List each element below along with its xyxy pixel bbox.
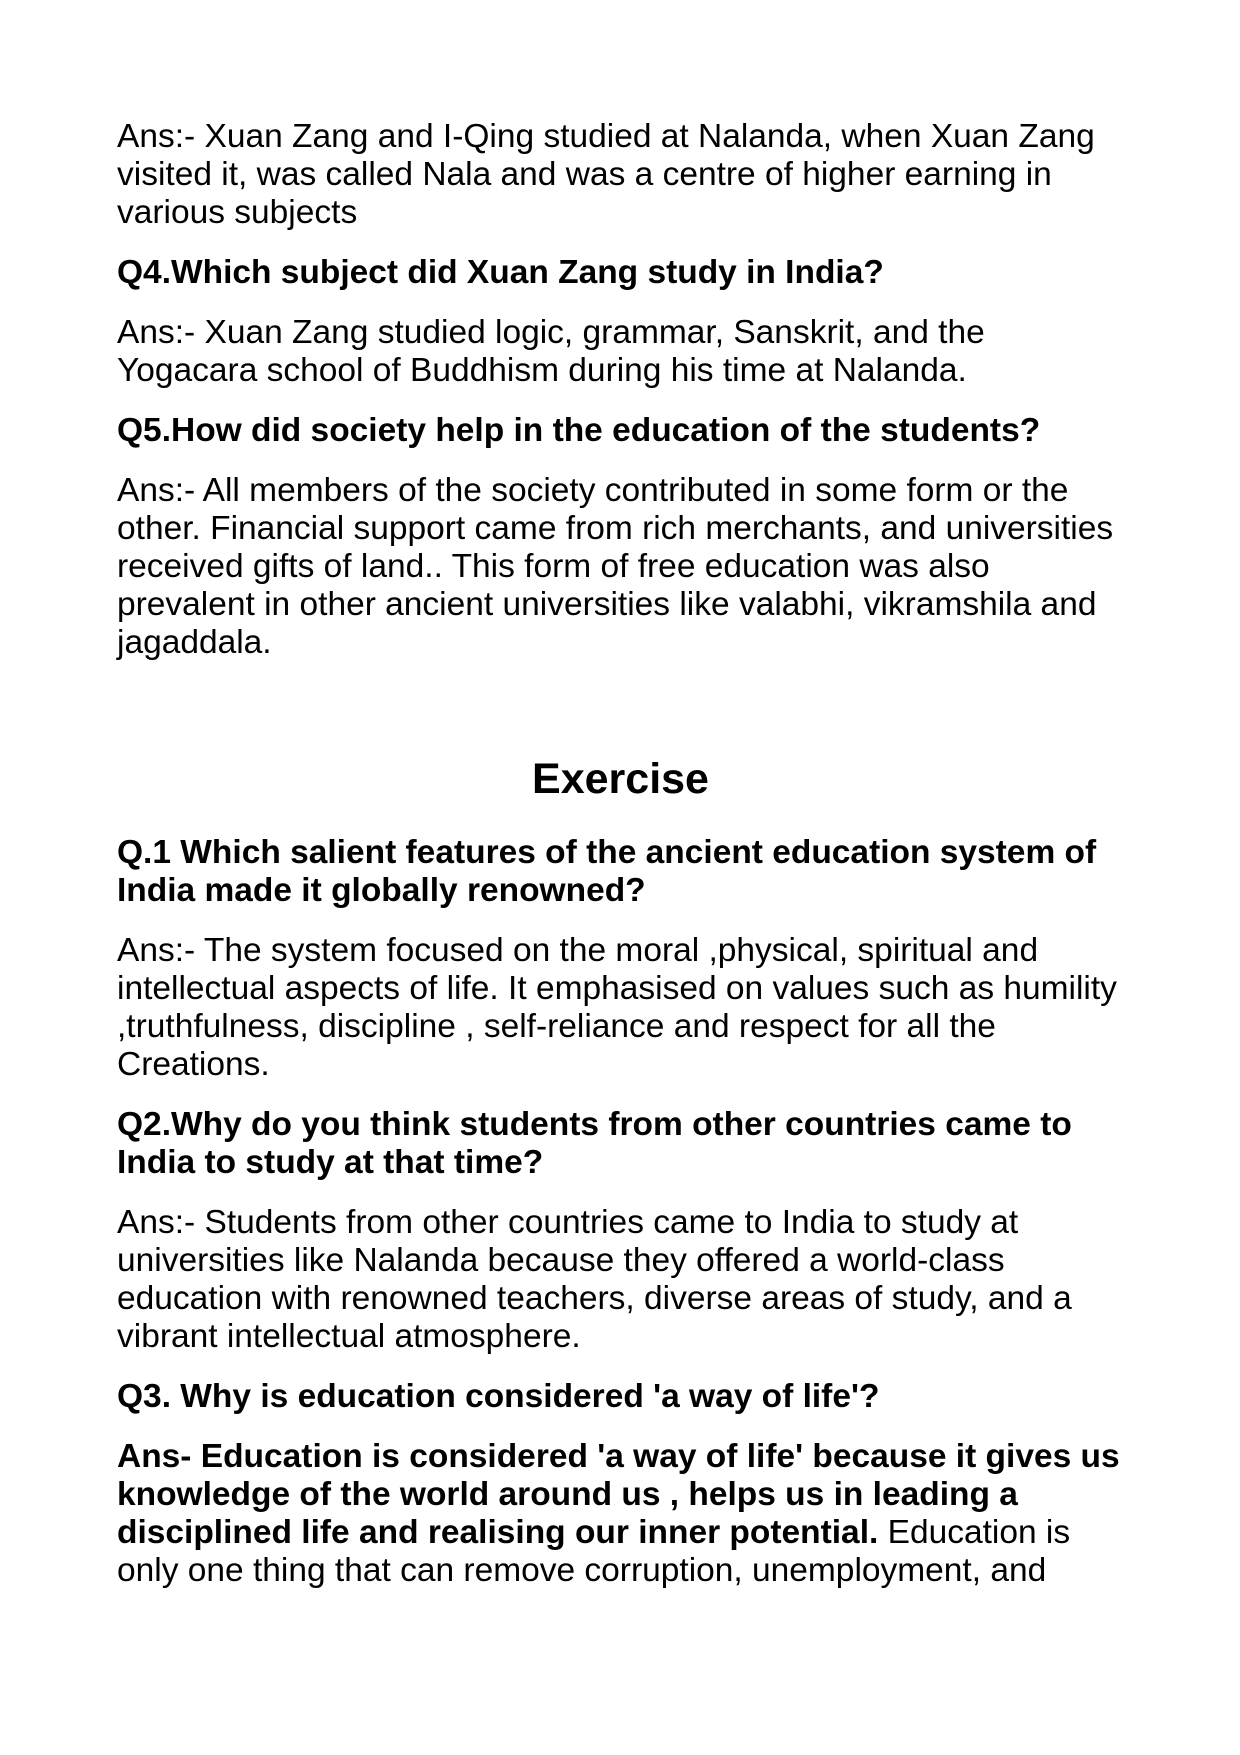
question-q1: Q.1 Which salient features of the ancient education system of India made it globally renowned? [117,834,1097,909]
section-heading-exercise: Exercise [532,755,709,803]
answer-q5: Ans:- All members of the society contributed in some form or the other. Financial support came from rich merchants, and universities received gifts of land.. This form of free education was also prevalent in other ancient universities like valabhi, vikramshila and jagaddala. [117,472,1114,661]
question-q2: Q2.Why do you think students from other countries came to India to study at that time? [117,1106,1072,1181]
question-q5: Q5.How did society help in the education of the students? [117,412,1041,449]
answer-nalanda-visitors: Ans:- Xuan Zang and I-Qing studied at Nalanda, when Xuan Zang visited it, was called Nala and was a centre of higher earning in various subjects [117,118,1095,231]
answer-q1: Ans:- The system focused on the moral ,physical, spiritual and intellectual aspects of life. It emphasised on values such as humility ,truthfulness, discipline , self-reliance and respect for all the Creations. [117,932,1117,1083]
question-q3: Q3. Why is education considered 'a way of life'? [117,1378,880,1415]
answer-q4: Ans:- Xuan Zang studied logic, grammar, Sanskrit, and the Yogacara school of Buddhism during his time at Nalanda. [117,314,985,389]
answer-q3 [117,1438,1124,1590]
answer-q3-normal-part: Education is only one thing that can remove corruption, unemployment, and [117,1514,1071,1589]
question-q4: Q4.Which subject did Xuan Zang study in India? [117,254,884,291]
answer-q3-bold-part: Ans- Education is considered 'a way of life' because it gives us knowledge of the world around us , helps us in leading a disciplined life and realising our inner potential. [117,1438,1120,1551]
answer-q2: Ans:- Students from other countries came to India to study at universities like Nalanda because they offered a world-class education with renowned teachers, diverse areas of study, and a vibrant intellectual atmosphere. [117,1204,1072,1355]
